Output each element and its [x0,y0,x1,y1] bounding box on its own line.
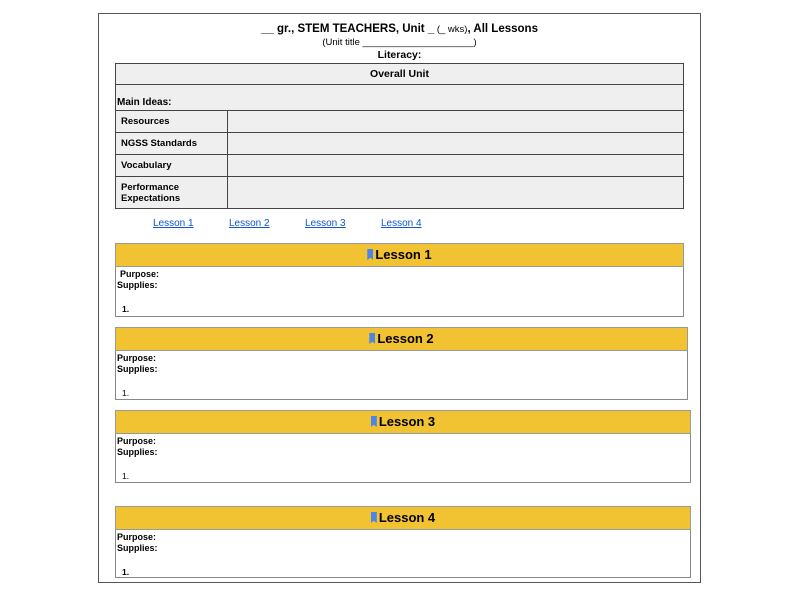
table-row [116,155,683,177]
vocabulary-label: Vocabulary [116,155,228,176]
link-lesson-3[interactable]: Lesson 3 [305,218,346,229]
resources-label: Resources [116,111,228,132]
bookmark-icon [367,249,373,260]
lesson-4-section [115,506,691,578]
main-ideas-label: Main Ideas: [116,85,683,111]
lesson-1-title: Lesson 1 [375,247,432,262]
literacy-label: Literacy: [377,49,422,61]
lesson-4-title: Lesson 4 [378,510,436,525]
ngss-standards-label: NGSS Standards [116,133,228,154]
bookmark-icon [371,416,377,427]
bookmark-icon [369,333,375,344]
lesson-3-heading [115,410,691,434]
list-item: 1. [122,388,130,398]
vocabulary-value[interactable] [228,155,683,176]
lesson-2-heading [115,327,688,351]
list-item: 1. [122,567,130,577]
supplies-label: Supplies: [117,543,158,553]
lesson-1-section [115,243,684,317]
table-row [116,177,683,208]
table-row [116,133,683,155]
title-prefix: __ gr., STEM TEACHERS, Unit _ [261,23,435,35]
performance-expectations-value[interactable] [228,177,683,208]
purpose-label: Purpose: [117,436,157,446]
supplies-label: Supplies: [117,280,158,290]
purpose-label: Purpose: [117,353,157,363]
lesson-2-section [115,327,688,400]
lesson-3-title: Lesson 3 [378,414,436,429]
performance-expectations-label: Performance Expectations [116,177,228,208]
link-lesson-1[interactable]: Lesson 1 [153,218,194,229]
title-weeks: (_ wks) [434,24,468,35]
purpose-label: Purpose: [117,532,157,542]
lesson-3-section [115,410,691,483]
document-title [99,23,700,35]
lesson-2-title: Lesson 2 [377,331,434,346]
overall-unit-table [115,63,684,209]
supplies-label: Supplies: [117,364,158,374]
link-lesson-2[interactable]: Lesson 2 [229,218,270,229]
overall-unit-heading: Overall Unit [116,64,683,85]
purpose-label: Purpose: [120,269,160,279]
list-item: 1. [122,471,130,481]
resources-value[interactable] [228,111,683,132]
link-lesson-4[interactable]: Lesson 4 [381,218,422,229]
title-suffix: , All Lessons [467,23,538,35]
bookmark-icon [371,512,377,523]
lesson-1-heading [115,243,684,267]
supplies-label: Supplies: [117,447,158,457]
unit-title: (Unit title _____________________) [322,37,477,48]
document-page [98,13,701,583]
ngss-standards-value[interactable] [228,133,683,154]
lesson-4-heading [115,506,691,530]
table-row [116,111,683,133]
list-item: 1. [122,304,130,314]
